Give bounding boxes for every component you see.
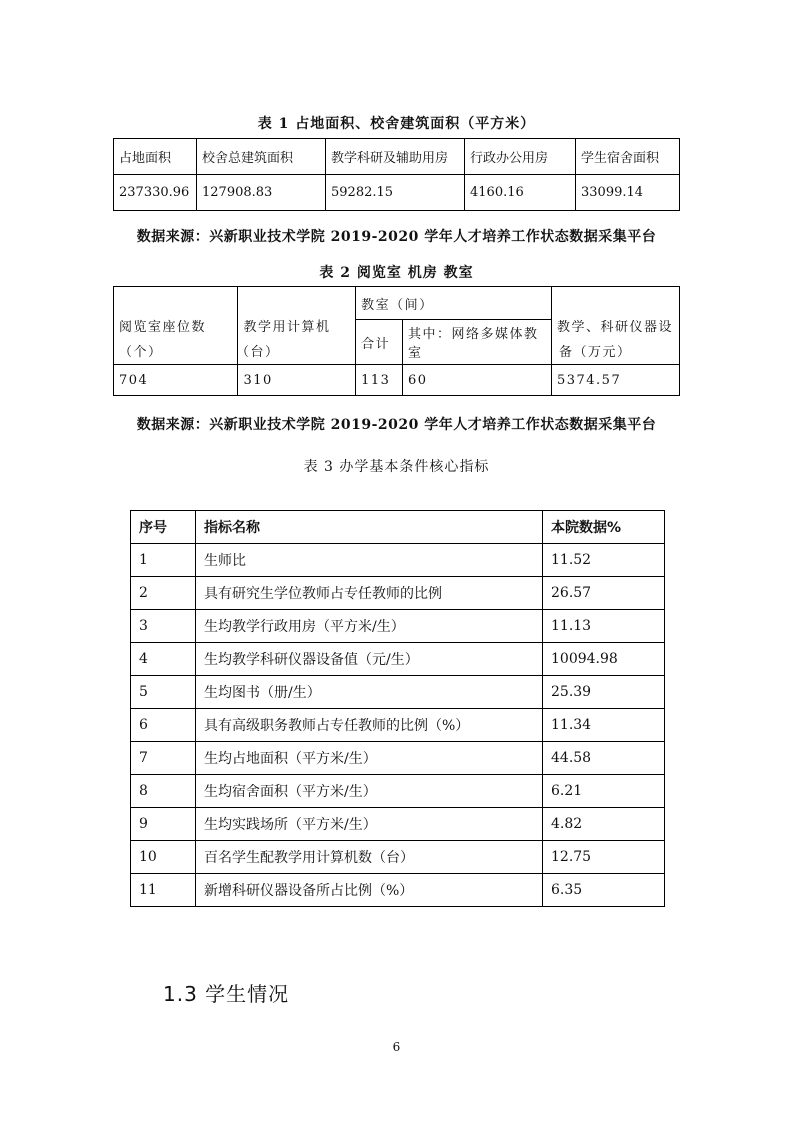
section-title: 1.3 学生情况 (163, 982, 290, 1006)
header-cell: 序号 (131, 511, 196, 544)
table-row (131, 841, 665, 874)
table-cell: 2 (131, 577, 196, 610)
header-cell-unit: 备（万元） (559, 345, 632, 360)
header-cell: 指标名称 (196, 511, 543, 544)
table3-caption: 表 3 办学基本条件核心指标 (303, 459, 490, 475)
header-cell: 其中：网络多媒体教室 (402, 320, 551, 365)
table-cell: 7 (131, 742, 196, 775)
table-cell: 10094.98 (543, 643, 665, 676)
table-cell: 9 (131, 808, 196, 841)
table2-caption: 表 2 阅览室 机房 教室 (319, 265, 474, 281)
table-cell: 5 (131, 676, 196, 709)
table-cell: 具有研究生学位教师占专任教师的比例 (196, 577, 543, 610)
header-cell: 教学科研及辅助用房 (326, 139, 465, 175)
table-header-row (131, 511, 665, 544)
table-cell: 704 (114, 365, 238, 396)
table-row (131, 775, 665, 808)
header-cell: 学生宿舍面积 (576, 139, 680, 175)
header-cell: 占地面积 (114, 139, 197, 175)
table-cell: 60 (402, 365, 551, 396)
table-header-row (114, 139, 680, 175)
table-row (114, 175, 680, 211)
table-header-row (114, 287, 680, 320)
table-row (131, 742, 665, 775)
header-cell: 行政办公用房 (465, 139, 576, 175)
table-cell: 生均图书（册/生） (196, 676, 543, 709)
table-cell: 4.82 (543, 808, 665, 841)
table1-caption: 表 1 占地面积、校舍建筑面积（平方米） (257, 116, 536, 132)
table-cell: 生均宿舍面积（平方米/生） (196, 775, 543, 808)
table-cell: 生均教学科研仪器设备值（元/生） (196, 643, 543, 676)
table-row (131, 808, 665, 841)
header-cell: 合计 (356, 320, 403, 365)
table-row (114, 365, 680, 396)
header-cell: 本院数据% (543, 511, 665, 544)
table-cell: 11.52 (543, 544, 665, 577)
table-cell: 具有高级职务教师占专任教师的比例（%） (196, 709, 543, 742)
table-cell: 3 (131, 610, 196, 643)
table-cell: 生均实践场所（平方米/生） (196, 808, 543, 841)
table-cell: 百名学生配教学用计算机数（台） (196, 841, 543, 874)
table-cell: 26.57 (543, 577, 665, 610)
header-cell-unit: （台） (236, 345, 280, 360)
table-row (131, 676, 665, 709)
table-cell: 生师比 (196, 544, 543, 577)
table-cell: 6.21 (543, 775, 665, 808)
table-cell: 1 (131, 544, 196, 577)
table-cell: 11.34 (543, 709, 665, 742)
table-cell: 新增科研仪器设备所占比例（%） (196, 874, 543, 907)
table-cell: 33099.14 (576, 175, 680, 211)
data-source-note: 数据来源：兴新职业技术学院 2019-2020 学年人才培养工作状态数据采集平台 (136, 417, 657, 433)
table-row (131, 544, 665, 577)
core-indicators-table (130, 510, 665, 907)
table-row (131, 709, 665, 742)
header-cell-unit: （个） (119, 345, 163, 360)
table-cell: 6.35 (543, 874, 665, 907)
table-cell: 10 (131, 841, 196, 874)
table-cell: 4 (131, 643, 196, 676)
table-cell: 5374.57 (551, 365, 679, 396)
table-cell: 11 (131, 874, 196, 907)
page-number: 6 (392, 1040, 401, 1054)
header-cell: 阅览室座位数 (114, 287, 238, 365)
header-cell: 教学用计算机 (238, 287, 356, 365)
table-cell: 44.58 (543, 742, 665, 775)
header-cell: 校舍总建筑面积 (197, 139, 326, 175)
table-cell: 11.13 (543, 610, 665, 643)
table-cell: 8 (131, 775, 196, 808)
header-cell: 教室（间） (356, 287, 552, 320)
table-cell: 4160.16 (465, 175, 576, 211)
table-cell: 25.39 (543, 676, 665, 709)
table-cell: 310 (238, 365, 356, 396)
data-source-note: 数据来源：兴新职业技术学院 2019-2020 学年人才培养工作状态数据采集平台 (136, 229, 657, 245)
table-cell: 59282.15 (326, 175, 465, 211)
table-cell: 127908.83 (197, 175, 326, 211)
table-cell: 生均占地面积（平方米/生） (196, 742, 543, 775)
table-cell: 12.75 (543, 841, 665, 874)
table-cell: 113 (356, 365, 403, 396)
table-row (131, 610, 665, 643)
table-row (131, 643, 665, 676)
table-cell: 6 (131, 709, 196, 742)
table-cell: 生均教学行政用房（平方米/生） (196, 610, 543, 643)
table-cell: 237330.96 (114, 175, 197, 211)
table-row (131, 874, 665, 907)
header-cell: 教学、科研仪器设 (551, 287, 679, 365)
table-row (131, 577, 665, 610)
area-table (113, 138, 680, 211)
